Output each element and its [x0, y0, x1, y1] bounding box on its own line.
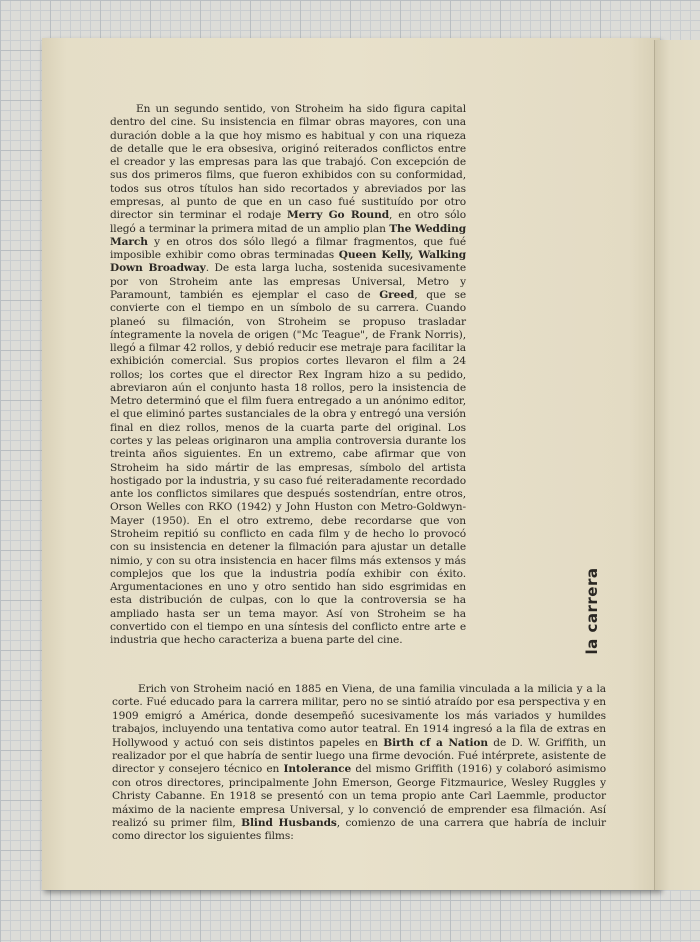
film-title: Intolerance	[283, 763, 352, 776]
facing-page-edge	[654, 40, 700, 890]
essay-paragraph: En un segundo sentido, von Stroheim ha sido figura capital dentro del cine. Su insistencia en filmar obras mayores, con una duración doble a la que hoy mismo es habitual y con una riqueza de detalle que le era obsesiva, originó reiterados conflictos entre el creador y las empresas para las que trabajó. Con excepción de sus dos primeros films, que fueron exhibidos con su conformidad, todos sus otros títulos han sido recortados y abreviados por las empresas, al punto de que en un caso fué sustituído por otro director sin terminar el rodaje Merry Go Round, en otro sólo llegó a terminar la primera mitad de un amplio plan The Wedding March y en otros dos sólo llegó a filmar fragmentos, que fué imposible exhibir como obras terminadas Queen Kelly, Walking Down Broadway. De esta larga lucha, sostenida sucesivamente por von Stroheim ante las empresas Universal, Metro y Paramount, también es ejemplar el caso de Greed, que se convierte con el tiempo en un símbolo de su carrera. Cuando planeó su filmación, von Stroheim se propuso trasladar íntegramente la novela de origen ("Mc Teague", de Frank Norris), llegó a filmar 42 rollos, y debió reducir ese metraje para facilitar la exhibición comercial. Sus propios cortes llevaron el film a 24 rollos; los cortes que el director Rex Ingram hizo a su pedido, abreviaron aún el conjunto hasta 18 rollos, pero la insistencia de Metro determinó que el film fuera entregado a un anónimo editor, el que eliminó partes sustanciales de la obra y entregó una versión final en diez rollos, menos de la cuarta parte del original. Los cortes y las peleas originaron una amplia controversia durante los treinta años siguientes. En un extremo, cabe afirmar que von Stroheim ha sido mártir de las empresas, símbolo del artista hostigado por la industria, y su caso fué reiteradamente recordado ante los conflictos similares que después sostendrían, entre otros, Orson Welles con RKO (1942) y John Huston con Metro-Goldwyn-Mayer (1950). En el otro extremo, debe recordarse que von Stroheim repitió su conflicto en cada film y de hecho lo provocó con su insistencia en detener la filmación para ajustar un detalle nimio, y con su otra insistencia en hacer films más extensos y más complejos que los que la industria podía exhibir con éxito. Argumentaciones en uno y otro sentido han sido esgrimidas en esta distribución de culpas, con lo que la controversia se ha ampliado hasta ser un tema mayor. Así von Stroheim se ha convertido con el tiempo en una síntesis del conflicto entre arte e industria que hecho caracteriza a buena parte del cine.	[110, 103, 466, 647]
film-title: Greed	[379, 288, 415, 301]
film-title: Queen Kelly, Walking Down Broadway	[110, 249, 466, 275]
film-title: The Wedding March	[110, 222, 466, 248]
career-section	[112, 683, 606, 844]
film-title: Merry Go Round	[287, 209, 389, 222]
film-title: Birth cf a Nation	[383, 736, 488, 749]
career-paragraph: Erich von Stroheim nació en 1885 en Viena, de una familia vinculada a la milicia y a la corte. Fué educado para la carrera militar, pero no se sintió atraído por esa perspectiva y en 1909 emigró a América, donde desempeñó sucesivamente los más variados y humildes trabajos, incluyendo una tentativa como autor teatral. En 1914 ingresó a la fila de extras en Hollywood y actuó con seis distintos papeles en Birth cf a Nation de D. W. Griffith, un realizador por el que habría de sentir luego una firme devoción. Fué intérprete, asistente de director y consejero técnico en Intolerance del mismo Griffith (1916) y colaboró asimismo con otros directores, principalmente John Emerson, George Fitzmaurice, Wesley Ruggles y Christy Cabanne. En 1918 se presentó con un tema propio ante Carl Laemmle, productor máximo de la naciente empresa Universal, y lo convenció de emprender esa filmación. Así realizó su primer film, Blind Husbands, comienzo de una carrera que habría de incluir como director los siguientes films:	[112, 683, 607, 843]
film-title: Blind Husbands	[241, 817, 337, 830]
section-title	[575, 567, 609, 655]
section-title-text: la carrera	[583, 567, 601, 655]
essay-column	[110, 103, 466, 648]
